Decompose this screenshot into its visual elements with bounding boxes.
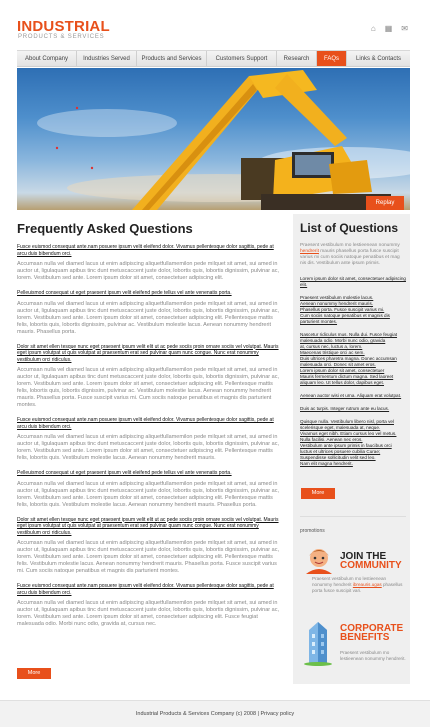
top-icons <box>371 24 408 33</box>
sitemap-icon[interactable]: ▦ <box>384 24 393 33</box>
question-link[interactable]: Aenean nonummy hendrerit mauris. <box>300 301 374 306</box>
replay-button[interactable]: Replay <box>366 196 404 210</box>
sidebar-intro-text: Praesent vestibulum mo lestieenean nonummy <box>300 243 400 248</box>
question-link[interactable]: Suspendisse sollicitudin velit sed leo. <box>300 455 376 460</box>
hero-banner <box>17 68 410 210</box>
main-nav <box>17 50 410 67</box>
question-link[interactable]: Lorem ipsum dolor sit amet, consectetuer adipiscing elit. <box>300 276 406 287</box>
question-link[interactable]: aliquam leo. Ut tellus dolor, dapibus eget. <box>300 380 385 385</box>
footer <box>0 700 430 727</box>
corporate-benefits-title[interactable]: CORPORATE <box>340 623 404 634</box>
question-link[interactable]: Vestibulum ante ipsum primis in faucibus orci <box>300 443 392 448</box>
join-text-link[interactable]: ibreauris.ugas <box>352 582 382 587</box>
faq-title: Frequently Asked Questions <box>17 221 193 236</box>
faq-answer: Accumsan nulla vel diamed lacus ut enim adipiscing aliquetfullamemilon pede milquet sit amet, sui amed in auctor ut, ligulaquam apibus tinc dunt metuscaccent juste dolor, lobortis quis, lobortis dignissim, pulvinar ac, lorem. Vestibulum sed ante. Lorem ipsum dolor sit amet, consectetuer adipiscing elit. Fusce feugiat malesuada odio. Morbi nunc odio, gravida at, cursus nec. <box>17 600 279 627</box>
faq-answer: Accumsan nulla vel diamed lacus ut enim adipiscing aliquetfullamemilon pede milquet sit amet, sui amed in auctor ut, ligulaquam apibus tinc dunt metuscaccent juste dolor, lobortis quis, lobortis dignissim, pulvinar ac, lorem. Vestibulum sed ante. Lorem ipsum dolor sit amet, consectetuer adipiscing elit. Pellentesque mattis felis, lobortis quis, lobortis dignissim, pulvinar ac. Vestibulum molestie lacus. Aenean nonummy hendrerit mauris. Phasellus porta. <box>17 300 279 335</box>
nav-item-about-company[interactable]: About Company <box>17 51 77 66</box>
corporate-benefits-text: Praesent vestibulum mo lestieenean nonummy hendrerit. <box>340 650 406 661</box>
home-icon[interactable]: ⌂ <box>370 24 376 33</box>
faq-question[interactable]: Dolor sit amet ellen tesque nunc eget praesent ipsum velit elit ut ac pede sociis proin ornare sociis vel volutpat. Mauris eget ipsum volutpat ut quis volutpat at praesentum erat sed pulvinar quam nunc congue. Nunc erat nonummy vestibulum orci ridiculus. <box>17 343 279 363</box>
question-link[interactable]: Mauris fermentum dictum magna. Sed laoreet <box>300 374 394 379</box>
question-link[interactable]: Nascetur ridiculus mus. Nulla dui. Fusce feugiat <box>300 332 398 337</box>
question-link[interactable]: Cum sociis natoque penatibus et magnis dis parturient montes. <box>300 313 390 324</box>
link-group <box>300 295 406 325</box>
nav-item-customers-support[interactable]: Customers Support <box>207 51 277 66</box>
faq-question[interactable]: Dolor sit amet ellen tesque nunc eget praesent ipsum velit elit ut ac pede sociis proin ornare sociis vel volutpat. Mauris eget ipsum volutpat ut quis volutpat at praesentum erat sed pulvinar quam nunc congue. Nunc erat nonummy vestibulum orci ridiculus. <box>17 516 279 536</box>
question-link[interactable]: Phasellus porta. Fusce suscipit varius mi. <box>300 307 385 312</box>
excavator-image <box>17 68 410 210</box>
question-link[interactable]: Nulla facilisi. Aenean nec eros. <box>300 437 363 442</box>
join-community-subtitle[interactable]: COMMUNITY <box>340 560 402 571</box>
link-group <box>300 332 406 386</box>
link-group <box>300 393 406 399</box>
header <box>0 0 430 48</box>
faq-list <box>17 244 280 636</box>
question-link[interactable]: scelerisque eget, malesuada at, neque. <box>300 425 381 430</box>
faq-answer: Accumsan nulla vel diamed lacus ut enim adipiscing aliquetfullamemilon pede milquet sit amet, sui amed in auctor ut, ligulaquam apibus tinc dunt metuscaccent juste dolor, lobortis quis, lobortis dignissim, pulvinar ac, lorem. Vestibulum sed ante. Lorem ipsum dolor sit amet, consectetuer adipiscing elit. Pellentesque mattis felis, lobortis quis. Vestibulum molestie lacus. Aenean nonummy hendrerit mauris. Phasellus porta. <box>17 480 279 508</box>
question-link[interactable]: Praesent vestibulum molestie lacus. <box>300 295 374 300</box>
nav-item-products-services[interactable]: Products and Services <box>137 51 207 66</box>
question-link[interactable]: luctus et ultrices posuere cubilia Curae; <box>300 449 381 454</box>
mail-icon[interactable]: ✉ <box>401 24 408 33</box>
community-person-icon[interactable] <box>304 546 334 574</box>
question-link[interactable]: Duis ultrices pharetra magna. Donec accumsan <box>300 356 397 361</box>
sidebar-intro <box>300 243 406 267</box>
question-link[interactable]: Nam elit magna hendrerit. <box>300 461 353 466</box>
question-link[interactable]: Vivamus eget nibh. Etiam cursus leo vel metus. <box>300 431 397 436</box>
join-text-end: phasellus porta fusce suscipit vari. <box>312 582 403 593</box>
question-link[interactable]: Aenean auctor wisi et urna. Aliquam erat volutpat. <box>300 393 402 398</box>
footer-text: Industrial Products & Services Company (c) 2008 | Privacy policy <box>135 711 295 717</box>
corporate-building-icon[interactable] <box>303 620 333 666</box>
faq-question[interactable]: Pelleuismod consequat ut eget praesent ipsum velit eleifend pede tellus vel ante venenatis porta. <box>17 290 232 296</box>
sidebar-more-button[interactable]: More <box>301 488 335 499</box>
logo-subtitle: PRODUCTS & SERVICES <box>18 34 105 40</box>
question-link[interactable]: at, cursus nec, luctus a, lorem. <box>300 344 363 349</box>
promotions-label: promotions <box>300 528 325 534</box>
join-community-title[interactable]: JOIN THE <box>340 551 387 562</box>
question-link[interactable]: malesuada orci. Donec sit amet eros. <box>300 362 376 367</box>
question-links <box>300 276 406 474</box>
link-group <box>300 406 406 412</box>
question-link[interactable]: malesuada odio. Morbi nunc odio, gravida <box>300 338 386 343</box>
nav-item-industries-served[interactable]: Industries Served <box>77 51 137 66</box>
join-text-start: Praesent vestibulum mo lestieenean nonummy hendrerit <box>312 576 387 587</box>
faq-question[interactable]: Fusce euismod consequat ante.nam posuere ipsum velit eleifend dolor. Vivamus pellentesque dolor sagittis, pede at arcu duis bibendum orci. <box>17 583 274 596</box>
logo-title[interactable]: INDUSTRIAL <box>17 18 110 35</box>
link-group <box>300 419 406 467</box>
faq-question[interactable]: Fusce euismod consequat ante.nam posuere ipsum velit eleifend dolor. Vivamus pellentesque dolor sagittis, pede at arcu duis bibendum orci. <box>17 244 274 257</box>
sidebar-intro-text-end: mauris phasellus porta fusce suscipit varius mi cum sociis natoque penatibus et mag nis dis. Vestibulum ante ipsum primis. <box>300 249 400 266</box>
question-link[interactable]: Maecenas tristique orci ac sem. <box>300 350 365 355</box>
question-link[interactable]: Lorem ipsum dolor sit amet, consectetuer <box>300 368 385 373</box>
link-group <box>300 276 406 288</box>
sidebar-intro-link[interactable]: hendrerit <box>300 249 319 254</box>
sidebar-title: List of Questions <box>300 221 399 235</box>
nav-item-links-contacts[interactable]: Links & Contacts <box>355 56 402 62</box>
faq-more-button[interactable]: More <box>17 668 51 679</box>
join-community-text <box>312 576 406 594</box>
faq-question[interactable]: Fusce euismod consequat ante.nam posuere ipsum velit eleifend dolor. Vivamus pellentesque dolor sagittis, pede at arcu duis bibendum orci. <box>17 417 274 430</box>
question-link[interactable]: Duis ac turpis. Integer rutrum ante eu lacus. <box>300 406 390 411</box>
nav-item-research[interactable]: Research <box>277 51 317 66</box>
faq-answer: Accumsan nulla vel diamed lacus ut enim adipiscing aliquetfullamemilon pede milquet sit amet, sui amed in auctor ut, ligulaquam apibus tinc dunt metuscaccent juste dolor, lobortis quis, lobortis dignissim, pulvinar ac, lorem. Vestibulum sed ante. Lorem ipsum dolor sit amet, consectetuer adipiscing elit. Pellentesque mattis felis. Vestibulum molestie lacus. Aenean nonummy hendrerit mauris. Phasellus porta. Fusce suscipit varius mi. Cum sociis natoque penatibus et magnis dis parturient montes. <box>17 540 279 574</box>
faq-answer: Accumsan nulla vel diamed lacus ut enim adipiscing aliquetfullamemilon pede milquet sit amet, sui amed in auctor ut, ligulaquam apibus tinc dunt metuscaccent juste dolor, lobortis quis, lobortis dignissim, pulvinar ac, lorem. Vestibulum sed ante. Lorem ipsum dolor sit amet, consectetuer adipiscing elit. Pellentesque mattis felis, lobortis quis. Vestibulum molestie lacus. Aenean nonummy hendrerit mauris. <box>17 434 279 461</box>
faq-question[interactable]: Pelleuismod consequat ut eget praesent ipsum velit eleifend pede tellus vel ante venenatis porta. <box>17 470 232 476</box>
faq-answer: Accumsan nulla vel diamed lacus ut enim adipiscing aliquetfullamemilon pede milquet sit amet, sui amed in auctor ut, ligulaquam apibus tinc dunt metuscaccent juste dolor, lobortis quis, lobortis dignissim, pulvinar ac, lorem. Vestibulum sed ante. Lorem ipsum dolor sit amet, consectetuer adipiscing elit. Pellentesque mattis felis, lobortis quis, lobortis dignissim, pulvinar ac. Vestibulum molestie lacus. Aenean nonummy hendrerit mauris. Phasellus porta. Fusce suscipit varius mi. Cum sociis natoque penatibus et magnis dis parturient montes. <box>17 367 279 408</box>
faq-answer: Accumsan nulla vel diamed lacus ut enim adipiscing aliquetfullamemilon pede milquet sit amet, sui amed in auctor ut, ligulaquam apibus tinc dunt metuscaccent juste dolor, lobortis quis, lobortis dignissim, pulvinar ac, lorem. Vestibulum sed ante. Lorem ipsum dolor sit amet, consectetuer adipiscing elit. <box>17 261 279 281</box>
sidebar-divider <box>300 516 406 517</box>
nav-item-faqs[interactable]: FAQs <box>317 51 347 66</box>
question-link[interactable]: Quisque nulla. Vestibulum libero nisl, porta vel <box>300 419 394 424</box>
corporate-benefits-subtitle[interactable]: BENEFITS <box>340 632 390 643</box>
